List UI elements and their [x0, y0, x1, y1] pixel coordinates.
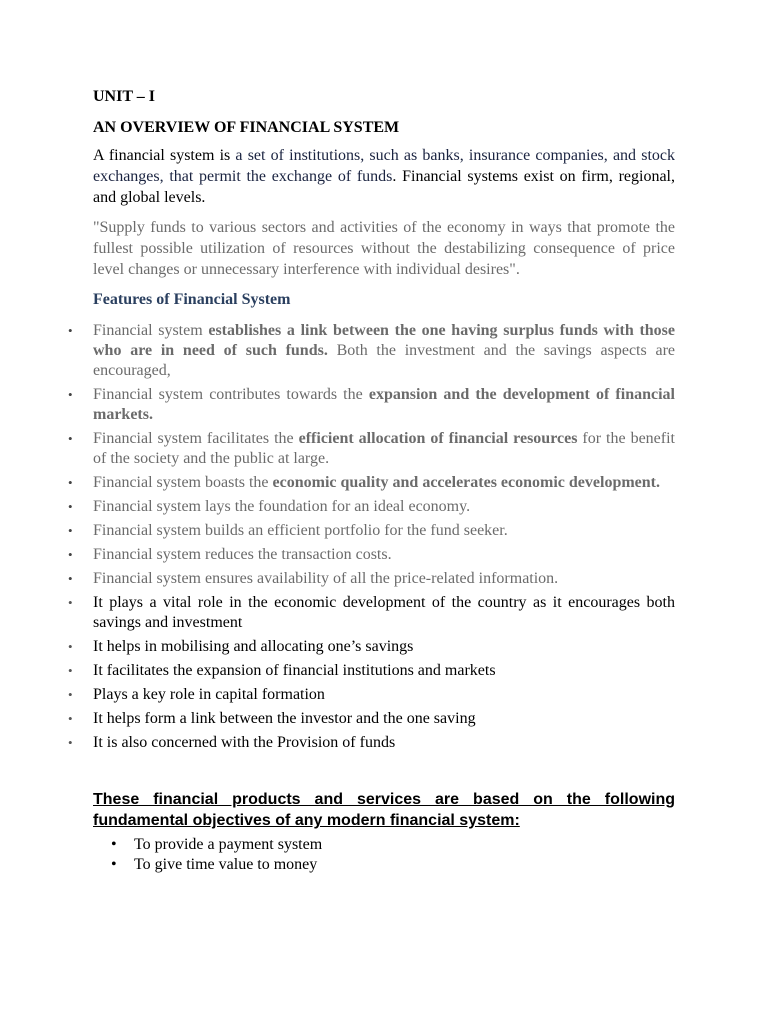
list-item	[68, 545, 675, 565]
list-item	[68, 685, 675, 705]
list-item	[68, 473, 675, 493]
feature-bold-text: efficient allocation of financial resources	[298, 430, 578, 447]
list-item	[68, 321, 675, 381]
list-item	[68, 569, 675, 589]
role-text: It facilitates the expansion of financial institutions and markets	[93, 662, 496, 679]
feature-bold-text: expansion and the development of financial markets.	[93, 386, 675, 423]
role-text: It is also concerned with the Provision of funds	[93, 734, 396, 751]
list-item	[68, 497, 675, 517]
bullet-icon: •	[68, 499, 73, 514]
quote-paragraph: "Supply funds to various sectors and activities of the economy in ways that promote the fullest possible utilization of resources without the destabilizing consequence of price level changes or unnecessary interference with individual desires".	[93, 219, 675, 278]
bullet-icon: •	[68, 523, 73, 538]
feature-text: Both the investment and the savings aspects are encouraged,	[93, 342, 675, 379]
feature-text: Financial system facilitates the	[93, 430, 299, 447]
bullet-icon: •	[68, 711, 73, 726]
list-item	[93, 835, 675, 855]
features-list	[68, 321, 676, 753]
intro-part2: . Financial systems exist on firm, regional, and global levels.	[93, 168, 675, 206]
bullet-icon: •	[68, 475, 73, 490]
unit-title: UNIT – I	[93, 88, 155, 105]
list-item	[68, 521, 675, 541]
list-item	[68, 709, 675, 729]
bullet-icon: •	[68, 387, 73, 402]
intro-part1: A financial system is	[93, 147, 236, 164]
objectives-list	[93, 835, 675, 875]
bullet-icon: •	[68, 323, 73, 338]
list-item	[93, 855, 675, 875]
intro-highlight: a set of institutions, such as banks, insurance companies, and stock exchanges, that permit the exchange of funds	[93, 147, 675, 185]
bullet-icon: •	[68, 735, 73, 750]
feature-bold-text: establishes a link between the one having surplus funds with those who are in need of such funds.	[93, 322, 675, 359]
list-item	[68, 429, 676, 469]
list-item	[68, 661, 675, 681]
feature-text: Financial system lays the foundation for an ideal economy.	[93, 498, 471, 515]
feature-text: Financial system contributes towards the	[93, 386, 369, 403]
role-text: It plays a vital role in the economic development of the country as it encourages both savings and investment	[93, 594, 675, 631]
bullet-icon: •	[68, 595, 73, 610]
features-heading: Features of Financial System	[93, 291, 291, 308]
objective-text: To provide a payment system	[134, 836, 323, 853]
document-page	[68, 86, 676, 875]
feature-text: Financial system boasts the	[93, 474, 273, 491]
bullet-icon: •	[68, 663, 73, 678]
intro-paragraph	[93, 145, 675, 208]
feature-text: for the benefit of the society and the public at large.	[93, 430, 676, 467]
bullet-icon: •	[68, 639, 73, 654]
bullet-icon: •	[68, 571, 73, 586]
bullet-icon: •	[111, 836, 117, 853]
role-text: It helps in mobilising and allocating one’s savings	[93, 638, 414, 655]
bullet-icon: •	[68, 687, 73, 702]
role-text: Plays a key role in capital formation	[93, 686, 325, 703]
bullet-icon: •	[68, 431, 73, 446]
feature-bold-text: economic quality and accelerates economic development.	[272, 474, 661, 491]
list-item	[68, 733, 675, 753]
list-item	[68, 593, 675, 633]
bullet-icon: •	[68, 547, 73, 562]
list-item	[68, 637, 675, 657]
bullet-icon: •	[111, 856, 117, 873]
feature-text: Financial system reduces the transaction costs.	[93, 546, 392, 563]
objectives-heading: These financial products and services are based on the following fundamental objectives of any modern financial system:	[93, 791, 675, 829]
role-text: It helps form a link between the investor and the one saving	[93, 710, 476, 727]
objective-text: To give time value to money	[134, 856, 318, 873]
feature-text: Financial system builds an efficient portfolio for the fund seeker.	[93, 522, 508, 539]
feature-text: Financial system ensures availability of all the price-related information.	[93, 570, 559, 587]
overview-title: AN OVERVIEW OF FINANCIAL SYSTEM	[93, 119, 400, 136]
feature-text: Financial system	[93, 322, 209, 339]
list-item	[68, 385, 675, 425]
